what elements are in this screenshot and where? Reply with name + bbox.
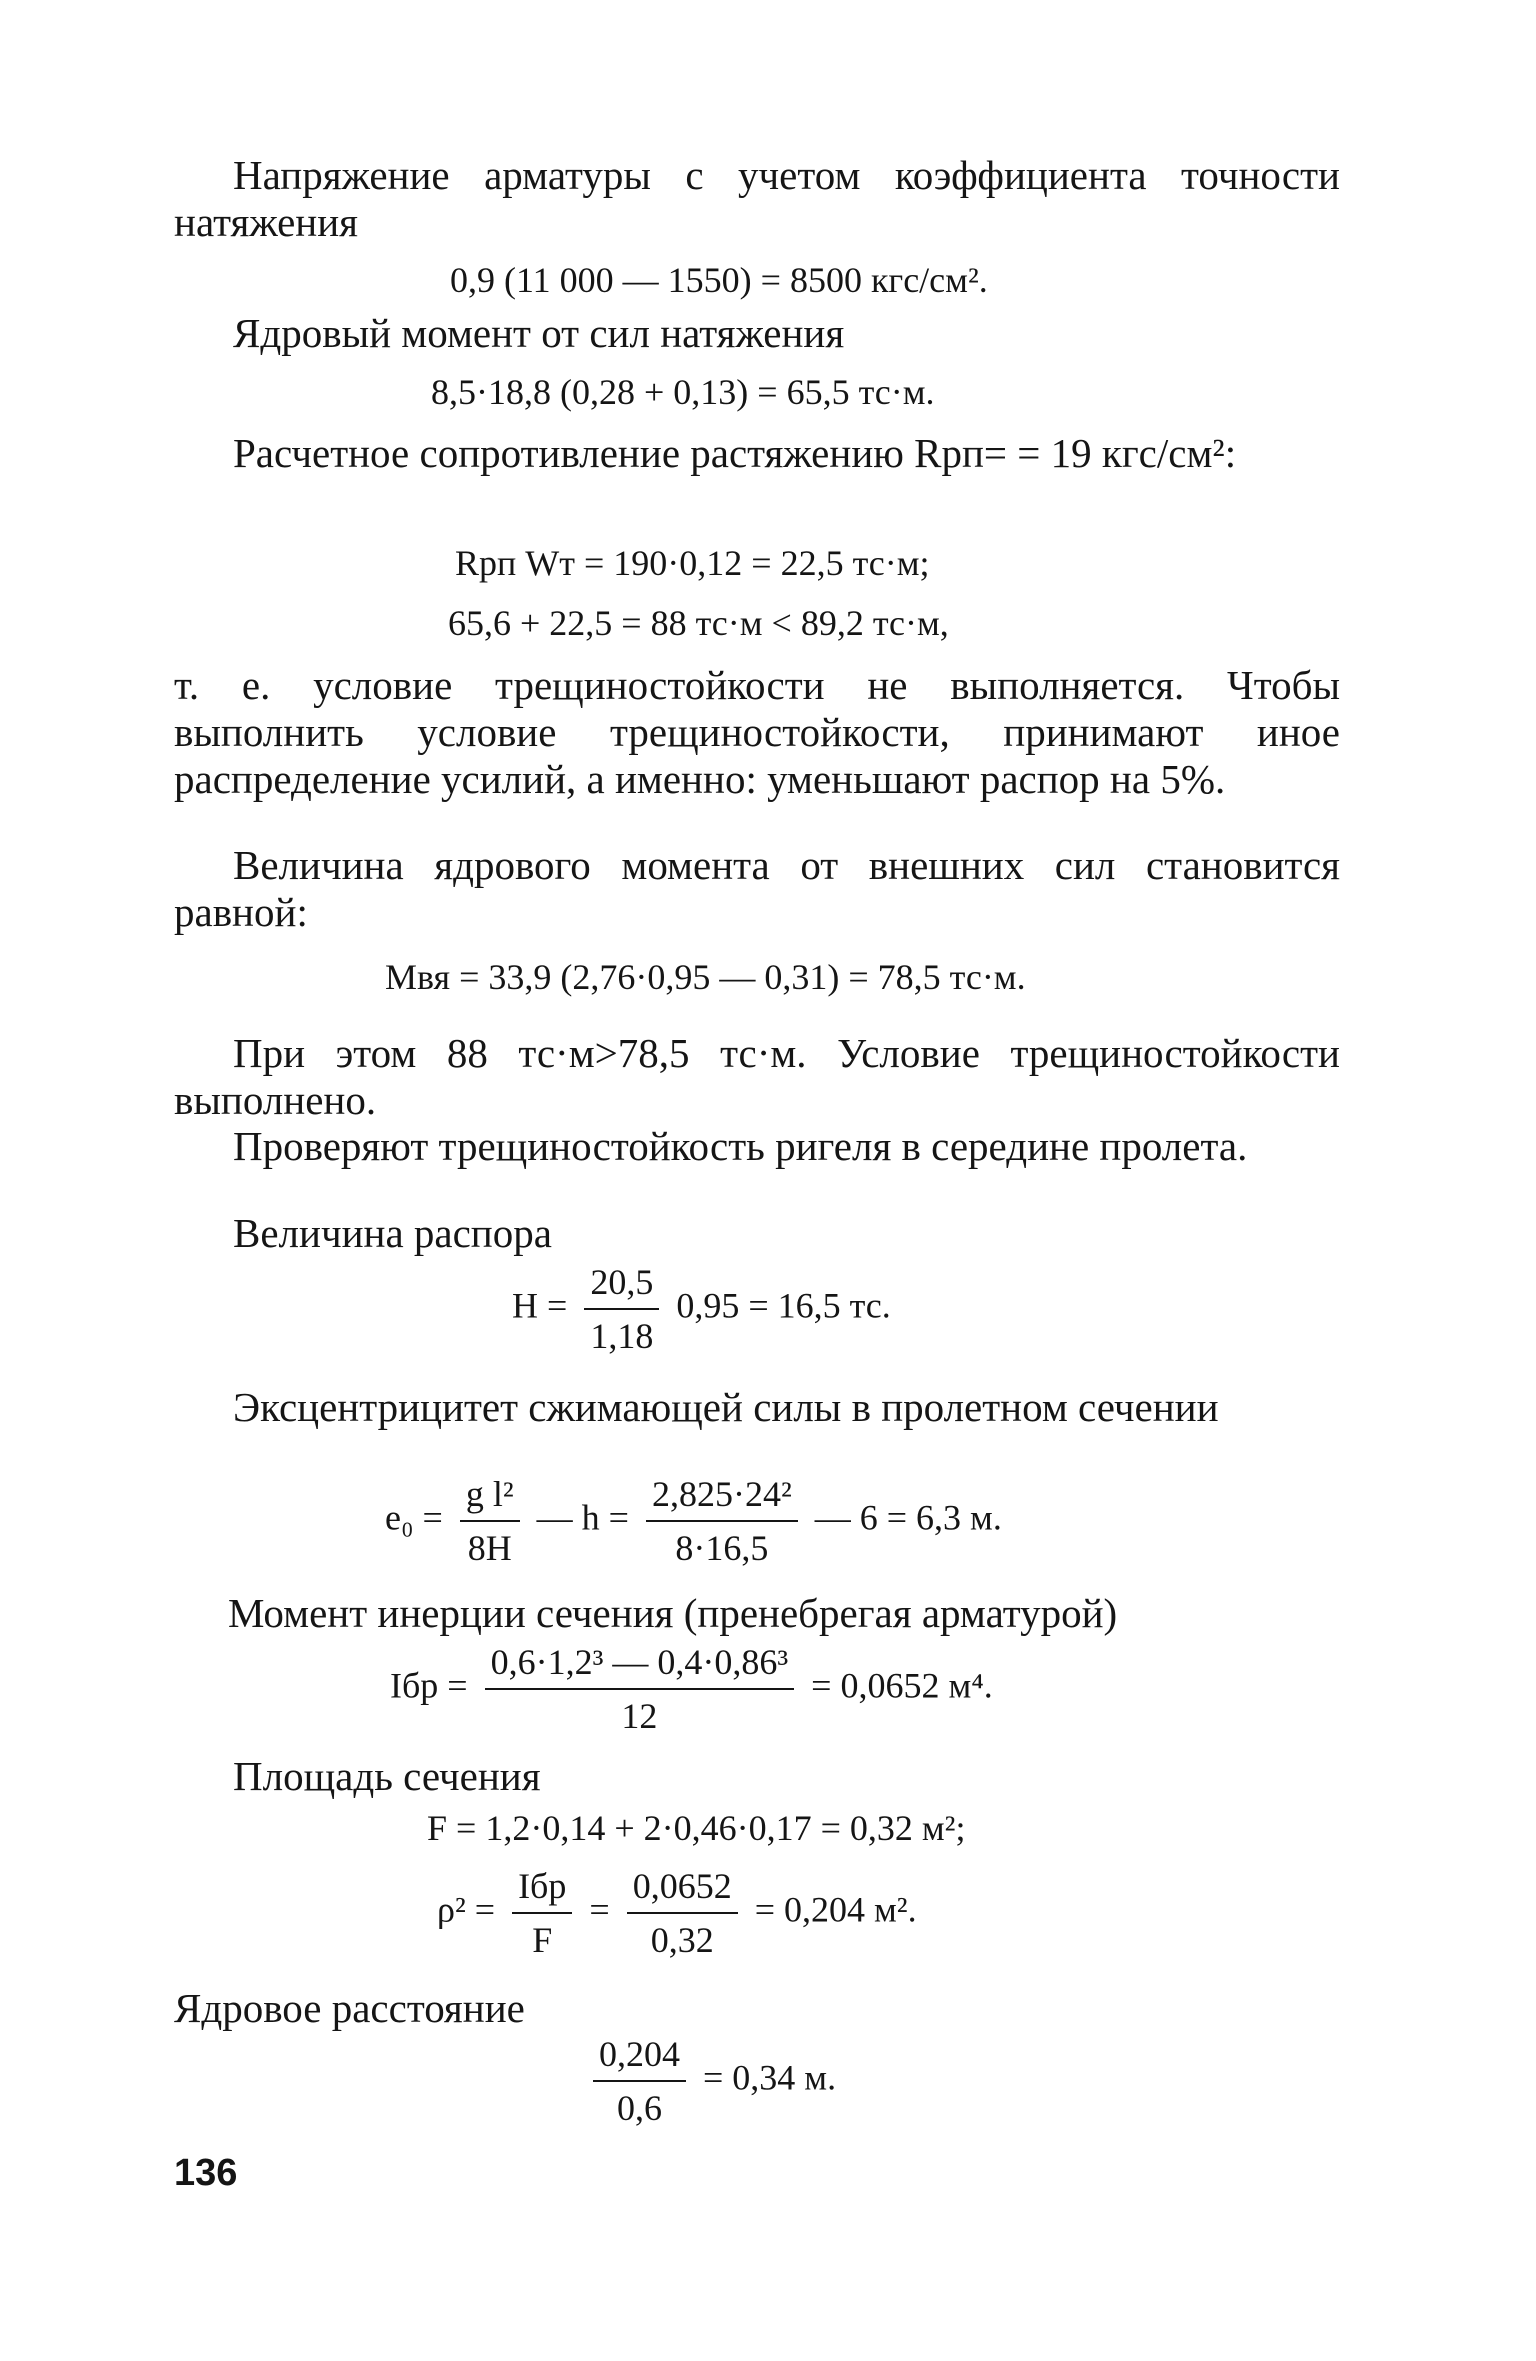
fraction-numerator: 0,6·1,2³ — 0,4·0,86³ — [485, 1642, 795, 1690]
formula-eccentricity-lhs: e₀ = — [385, 1497, 443, 1538]
formula-external-moment: Mвя = 33,9 (2,76·0,95 — 0,31) = 78,5 тс·м. — [385, 957, 1026, 997]
fraction-numerator: 0,204 — [593, 2034, 686, 2082]
formula-eccentricity — [385, 1474, 1002, 1568]
paragraph-check-midspan: Проверяют трещиностойкость ригеля в середине пролета. — [233, 1123, 1248, 1169]
formula-gyration-lhs: ρ² = — [437, 1889, 496, 1930]
paragraph-external-moment: Величина ядрового момента от внешних сил становится равной: — [174, 842, 1340, 935]
formula-eccentricity-rhs: — 6 = 6,3 м. — [814, 1497, 1002, 1538]
formula-radius-of-gyration — [437, 1866, 917, 1960]
fraction-inertia — [485, 1642, 795, 1736]
fraction-denominator: 1,18 — [590, 1316, 654, 1356]
formula-section-area: F = 1,2·0,14 + 2·0,46·0,17 = 0,32 м²; — [427, 1808, 966, 1848]
formula-eccentricity-mid: — h = — [536, 1497, 629, 1538]
fraction-numerator: 0,0652 — [627, 1866, 738, 1914]
formula-thrust-rhs: 0,95 = 16,5 тс. — [676, 1285, 891, 1326]
paragraph-thrust: Величина распора — [233, 1210, 552, 1256]
formula-gyration-rhs: = 0,204 м². — [754, 1889, 917, 1930]
page-number: 136 — [174, 2152, 238, 2194]
formula-inertia-lhs: Iбр = — [390, 1665, 468, 1706]
paragraph-core-moment: Ядровый момент от сил натяжения — [233, 310, 845, 356]
fraction-gyration-values — [627, 1866, 738, 1960]
fraction-numerator: g l² — [460, 1474, 520, 1522]
formula-core-distance-rhs: = 0,34 м. — [703, 2057, 837, 2098]
formula-core-moment: 8,5·18,8 (0,28 + 0,13) = 65,5 тс·м. — [431, 372, 935, 412]
fraction-denominator: 0,6 — [617, 2088, 662, 2128]
formula-resistance-moment: Rрп Wт = 190·0,12 = 22,5 тс·м; — [455, 543, 930, 583]
paragraph-eccentricity: Эксцентрицитет сжимающей силы в пролетном сечении — [233, 1384, 1219, 1430]
formula-moment-of-inertia — [390, 1642, 993, 1736]
formula-gyration-mid: = — [589, 1889, 610, 1930]
formula-thrust — [512, 1262, 891, 1356]
fraction-numerator: 2,825·24² — [646, 1474, 798, 1522]
fraction-denominator: 0,32 — [650, 1920, 714, 1960]
fraction-core-distance — [593, 2034, 686, 2128]
fraction-denominator: 12 — [621, 1696, 658, 1736]
fraction-eccentricity-values — [646, 1474, 798, 1568]
paragraph-section-area: Площадь сечения — [233, 1753, 541, 1799]
paragraph-design-resistance: Расчетное сопротивление растяжению Rрп= = 19 кгс/см²: — [233, 430, 1237, 476]
fraction-denominator: 8H — [467, 1528, 512, 1568]
paragraph-crack-condition: т. е. условие трещиностойкости не выполняется. Чтобы выполнить условие трещиностойкости, принимают иное распределение усилий, а именно: уменьшают распор на 5%. — [174, 662, 1340, 802]
fraction-inertia-over-area — [512, 1866, 572, 1960]
fraction-load-over-thrust — [460, 1474, 520, 1568]
paragraph-moment-of-inertia: Момент инерции сечения (пренебрегая арматурой) — [228, 1590, 1118, 1636]
formula-thrust-lhs: H = — [512, 1285, 568, 1326]
formula-core-distance — [585, 2034, 836, 2128]
paragraph-tension-stress: Напряжение арматуры с учетом коэффициента точности натяжения — [174, 152, 1340, 245]
paragraph-core-distance: Ядровое расстояние — [174, 1985, 525, 2031]
formula-inertia-rhs: = 0,0652 м⁴. — [811, 1665, 993, 1706]
formula-moment-sum: 65,6 + 22,5 = 88 тс·м < 89,2 тс·м, — [448, 603, 949, 643]
fraction-denominator: 8·16,5 — [675, 1528, 769, 1568]
fraction-thrust — [584, 1262, 659, 1356]
fraction-denominator: F — [532, 1920, 553, 1960]
paragraph-condition-met: При этом 88 тс·м>78,5 тс·м. Условие трещиностойкости выполнено. — [174, 1030, 1340, 1123]
fraction-numerator: Iбр — [512, 1866, 572, 1914]
fraction-numerator: 20,5 — [584, 1262, 659, 1310]
formula-tension-stress: 0,9 (11 000 — 1550) = 8500 кгс/см². — [450, 260, 988, 300]
